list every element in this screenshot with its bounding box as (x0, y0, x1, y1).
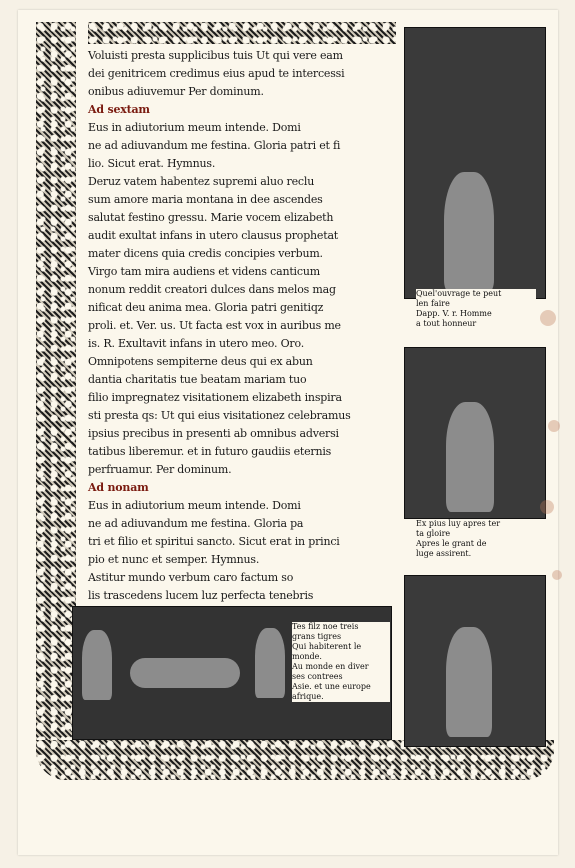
main-text-block (88, 27, 396, 602)
text-line: audit exultat infans in utero clausus prophetat (88, 229, 339, 242)
caption-bottom: Tes filz noe treis grans tigres Qui habiterent le monde. Au monde en diver ses contrees Asie. et une europe afrique. (292, 622, 390, 702)
text-line: Ad nonam (88, 481, 149, 494)
text-line: Virgo tam mira audiens et videns canticum (88, 265, 320, 278)
noah-figure (82, 630, 112, 700)
sleeping-figure (130, 658, 240, 688)
text-line: ipsius precibus in presenti ab omnibus adversi (88, 427, 339, 440)
text-line: nonum reddit creatori dulces dans melos mag (88, 283, 336, 296)
text-line: is. R. Exultavit infans in utero meo. Oro. (88, 337, 305, 350)
text-line: sti presta qs: Ut qui eius visitationez celebramus (88, 409, 351, 422)
text-line: Voluisti presta supplicibus tuis Ut qui vere eam (88, 49, 343, 62)
caption-right-2: Ex pius luy apres ter ta gloire Apres le grant de luge assirent. (416, 519, 536, 559)
text-line: ne ad adiuvandum me festina. Gloria pa (88, 517, 304, 530)
text-line: lis trascedens lucem luz perfecta tenebris (88, 589, 314, 602)
text-line: dantia charitatis tue beatam mariam tuo (88, 373, 307, 386)
text-line: Omnipotens sempiterne deus qui ex abun (88, 355, 313, 368)
text-line: Eus in adiutorium meum intende. Domi (88, 121, 301, 134)
text-line: mater dicens quia credis concipies verbum. (88, 247, 323, 260)
caption-right-1: Quel'ouvrage te peut len faire Dapp. V. r. Homme a tout honneur (416, 289, 536, 329)
text-line: Deruz vatem habentez supremi aluo reclu (88, 175, 315, 188)
text-line: ne ad adiuvandum me festina. Gloria patri et fi (88, 139, 341, 152)
text-line: proli. et. Ver. us. Ut facta est vox in auribus me (88, 319, 341, 332)
text-line: pio et nunc et semper. Hymnus. (88, 553, 260, 566)
son-figure (255, 628, 285, 698)
stain (552, 570, 562, 580)
stain (540, 310, 556, 326)
text-line: nificat deu anima mea. Gloria patri genitiqz (88, 301, 324, 314)
text-line: Astitur mundo verbum caro factum so (88, 571, 294, 584)
right-column (396, 27, 551, 747)
text-line: dei genitricem credimus eius apud te intercessi (88, 67, 345, 80)
saint-figure-2 (446, 402, 494, 512)
text-line: sum amore maria montana in dee ascendes (88, 193, 323, 206)
stain (548, 420, 560, 432)
text-line: salutat festino gressu. Marie vocem elizabeth (88, 211, 334, 224)
saint-figure-3 (446, 627, 492, 737)
text-line: tatibus liberemur. et in futuro gaudiis eternis (88, 445, 332, 458)
text-line: Ad sextam (88, 103, 150, 116)
text-line: Eus in adiutorium meum intende. Domi (88, 499, 301, 512)
text-line: filio impregnatez visitationem elizabeth inspira (88, 391, 342, 404)
text-line: lio. Sicut erat. Hymnus. (88, 157, 216, 170)
text-line: onibus adiuvemur Per dominum. (88, 85, 264, 98)
stain (540, 500, 554, 514)
saint-figure-1 (444, 172, 494, 292)
text-line: perfruamur. Per dominum. (88, 463, 232, 476)
text-line: tri et filio et spiritui sancto. Sicut erat in princi (88, 535, 340, 548)
left-border (36, 22, 76, 742)
